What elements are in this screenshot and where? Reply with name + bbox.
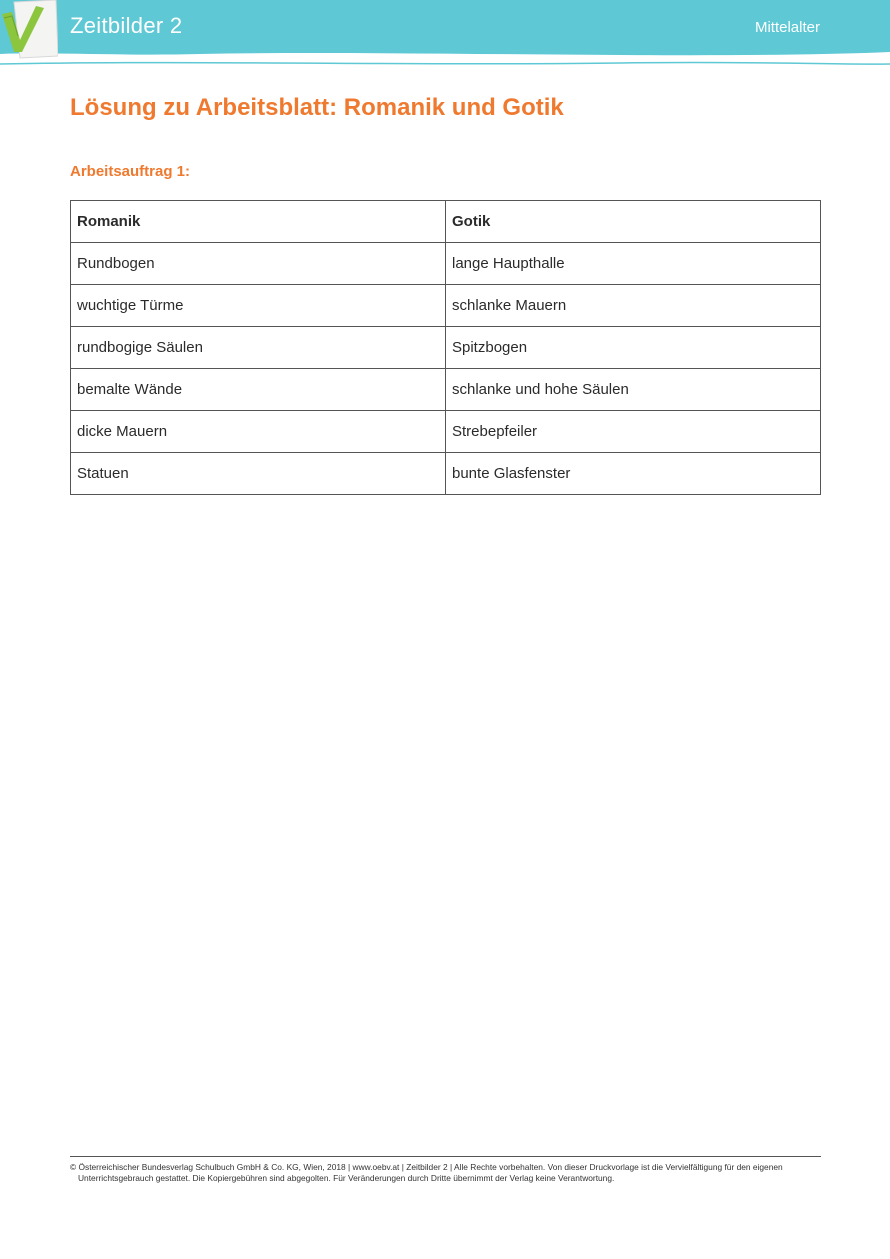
footer-divider xyxy=(70,1156,821,1157)
table-cell: Spitzbogen xyxy=(446,327,821,369)
task-heading: Arbeitsauftrag 1: xyxy=(70,163,191,180)
table-row xyxy=(71,243,821,285)
table-cell: dicke Mauern xyxy=(71,411,446,453)
table-cell: schlanke Mauern xyxy=(446,285,821,327)
table-cell: Statuen xyxy=(71,453,446,495)
table-row xyxy=(71,285,821,327)
footer-line-2: Unterrichtsgebrauch gestattet. Die Kopiergebühren sind abgegolten. Für Veränderungen durch Dritte übernimmt der Verlag keine Verantwortung. xyxy=(78,1173,615,1183)
checkmark-paper-icon xyxy=(0,0,58,60)
table-cell: Strebepfeiler xyxy=(446,411,821,453)
table-cell: wuchtige Türme xyxy=(71,285,446,327)
table-row xyxy=(71,369,821,411)
table-header-row xyxy=(71,201,821,243)
table-cell: rundbogige Säulen xyxy=(71,327,446,369)
table-cell: bemalte Wände xyxy=(71,369,446,411)
table-cell: bunte Glasfenster xyxy=(446,453,821,495)
table-row xyxy=(71,453,821,495)
footer-line-1: © Österreichischer Bundesverlag Schulbuch GmbH & Co. KG, Wien, 2018 | www.oebv.at | Zeitbilder 2 | Alle Rechte vorbehalten. Von dieser Druckvorlage ist die Vervielfältigung für den eigenen xyxy=(70,1162,783,1172)
table-row xyxy=(71,327,821,369)
page-title: Lösung zu Arbeitsblatt: Romanik und Gotik xyxy=(70,94,564,121)
table-cell: lange Haupthalle xyxy=(446,243,821,285)
chapter-label: Mittelalter xyxy=(754,19,820,36)
solution-table xyxy=(70,200,821,495)
brand-title: Zeitbilder 2 xyxy=(70,13,183,38)
column-header-romanik: Romanik xyxy=(71,201,446,243)
column-header-gotik: Gotik xyxy=(446,201,821,243)
table-cell: schlanke und hohe Säulen xyxy=(446,369,821,411)
table-cell: Rundbogen xyxy=(71,243,446,285)
table-row xyxy=(71,411,821,453)
page-header xyxy=(0,0,890,70)
footer-copyright xyxy=(70,1162,821,1184)
